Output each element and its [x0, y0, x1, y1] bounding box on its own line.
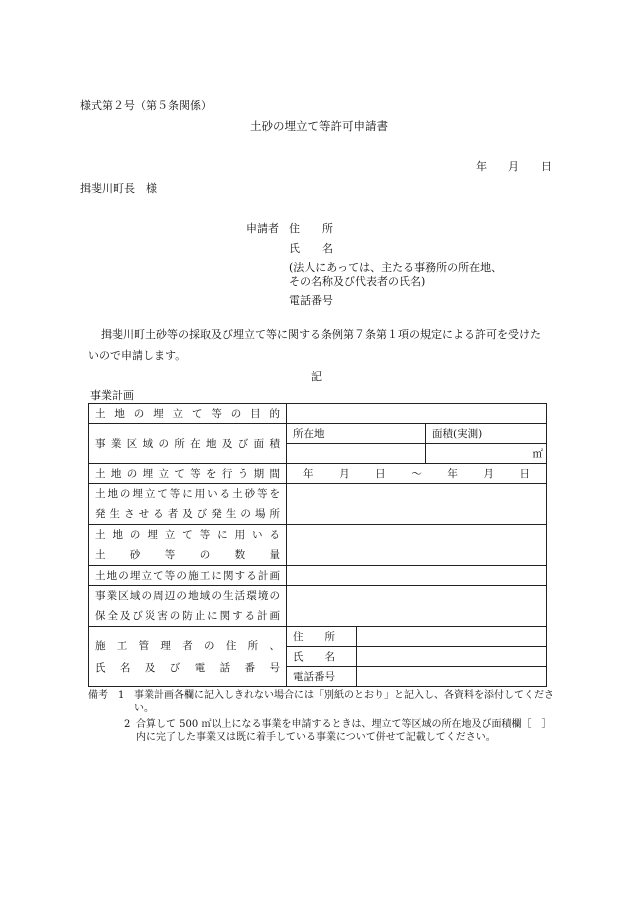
table-row — [89, 404, 547, 424]
period-field[interactable] — [287, 464, 547, 484]
business-plan-table — [88, 403, 547, 687]
source-label-line-2: 発生させる者及び発生の場所 — [95, 508, 280, 520]
purpose-label: 土地の埋立て等の目的 — [89, 404, 287, 424]
period-end-day: 日 — [519, 468, 530, 480]
page-title: 土砂の埋立て等許可申請書 — [250, 119, 388, 133]
manager-label — [89, 627, 287, 687]
period-start-year: 年 — [303, 468, 314, 480]
manager-label-line-2: 氏名及び電話番号 — [95, 661, 280, 674]
location-label: 所在地 — [287, 424, 426, 444]
construction-plan-field[interactable] — [287, 566, 547, 586]
environment-plan-line-1: 事業区域の周辺の地域の生活環境の — [95, 590, 280, 602]
note-2 — [88, 718, 558, 744]
environment-plan-line-2: 保全及び災害の防止に関する計画 — [95, 610, 280, 622]
date-year: 年 — [476, 160, 487, 173]
note-1-continuation: い。 — [134, 703, 154, 714]
period-start-month: 月 — [339, 468, 350, 480]
source-label — [89, 484, 287, 525]
area-measured-label: 面積(実測) — [426, 424, 547, 444]
manager-name-field[interactable] — [357, 647, 547, 667]
note-2-continuation: 内に完了した事業又は既に着手している事業について併せて記載してください。 — [136, 732, 496, 743]
construction-plan-label: 土地の埋立て等の施工に関する計画 — [89, 566, 287, 586]
table-row — [89, 627, 547, 647]
applicant-label: 申請者 — [246, 222, 279, 235]
addressee: 揖斐川町長 様 — [80, 182, 157, 195]
applicant-phone: 電話番号 — [289, 294, 333, 307]
table-row — [89, 586, 547, 627]
area-label: 事業区域の所在地及び面積 — [89, 424, 287, 464]
manager-address-label: 住 所 — [287, 627, 357, 647]
environment-plan-label — [89, 586, 287, 627]
note-1-number: 1 — [118, 690, 125, 701]
body-line-2: いので申請します。 — [88, 349, 187, 362]
table-row — [89, 566, 547, 586]
note-2-number: 2 — [124, 719, 131, 730]
manager-name-label: 氏 名 — [287, 647, 357, 667]
quantity-label — [89, 525, 287, 566]
applicant-name: 氏 名 — [289, 242, 333, 255]
quantity-field[interactable] — [287, 525, 547, 566]
applicant-address: 住 所 — [289, 222, 333, 235]
form-number: 様式第２号（第５条関係） — [80, 99, 212, 112]
note-1 — [88, 689, 558, 715]
note-2-text: 合算して 500 ㎡以上になる事業を申請するときは、埋立て等区域の所在地及び面積欄［ ］ — [136, 719, 552, 730]
notes-block — [88, 689, 558, 744]
quantity-label-line-2: 土砂等の数量 — [95, 549, 280, 561]
table-row — [89, 424, 547, 444]
table-row — [89, 464, 547, 484]
manager-phone-label: 電話番号 — [287, 667, 357, 687]
period-label: 土地の埋立て等を行う期間 — [89, 464, 287, 484]
ki-heading: 記 — [311, 370, 322, 383]
source-field[interactable] — [287, 484, 547, 525]
manager-address-field[interactable] — [357, 627, 547, 647]
manager-label-line-1: 施工管理者の住所、 — [95, 639, 280, 652]
quantity-label-line-1: 土地の埋立て等に用いる — [95, 529, 280, 541]
area-unit: ㎡ — [426, 444, 547, 464]
applicant-corp-note-2: その名称及び代表者の氏名) — [289, 275, 426, 288]
note-1-text: 事業計画各欄に記入しきれない場合には「別紙のとおり」と記入し、各資料を添付してくださ — [134, 690, 554, 701]
notes-label: 備考 — [88, 690, 108, 701]
environment-plan-field[interactable] — [287, 586, 547, 627]
table-row — [89, 484, 547, 525]
period-start-day: 日 — [375, 468, 386, 480]
location-field[interactable] — [287, 444, 426, 464]
date-day: 日 — [541, 160, 552, 173]
manager-phone-field[interactable] — [357, 667, 547, 687]
period-end-year: 年 — [447, 468, 458, 480]
purpose-field[interactable] — [287, 404, 547, 424]
period-separator: ～ — [411, 468, 422, 480]
source-label-line-1: 土地の埋立て等に用いる土砂等を — [95, 488, 280, 500]
body-line-1: 揖斐川町土砂等の採取及び埋立て等に関する条例第７条第１項の規定による許可を受けた — [101, 328, 541, 341]
period-end-month: 月 — [483, 468, 494, 480]
applicant-corp-note-1: (法人にあっては、主たる事務所の所在地、 — [289, 261, 503, 274]
date-month: 月 — [508, 160, 519, 173]
table-row — [89, 525, 547, 566]
plan-heading: 事業計画 — [90, 389, 134, 402]
